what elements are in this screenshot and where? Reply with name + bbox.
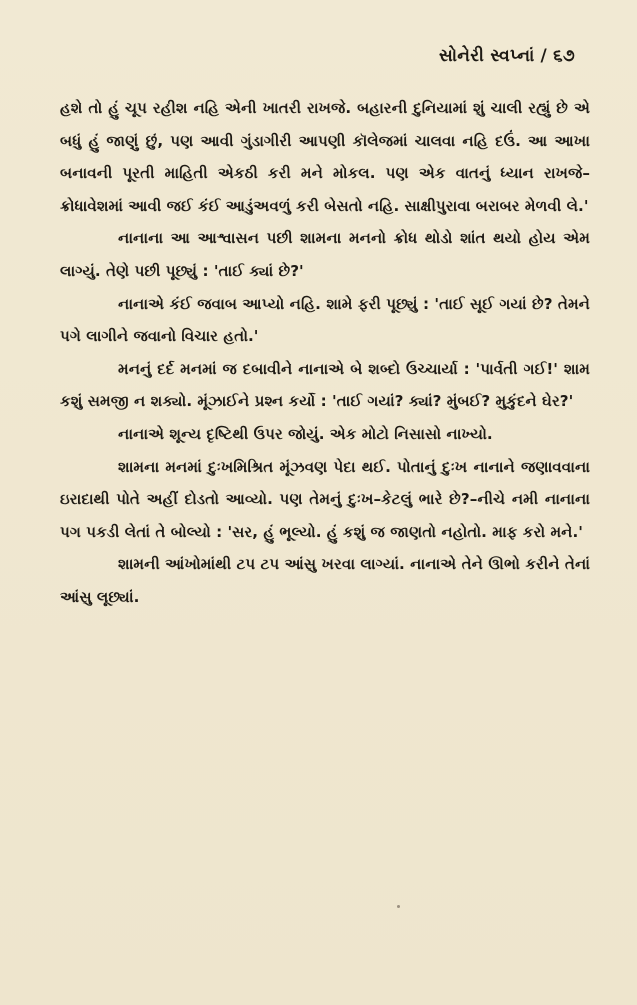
running-header [439,46,575,66]
paper-speck [397,905,400,908]
body-text [60,92,590,614]
paragraph-1: હશે તો હું ચૂપ રહીશ નહિ એની ખાતરી રાખજે. બહારની દુનિયામાં શું ચાલી રહ્યું છે એ બધું હું જાણું છું, પણ આવી ગુંડાગીરી આપણી કૉલેજમાં ચાલવા નહિ દઉં. આ આખા બનાવની પૂરતી માહિતી એકઠી કરી મને મોકલ. પણ એક વાતનું ધ્યાન રાખજે–ક્રોધાવેશમાં આવી જઈ કંઈ આડુંઅવળું કરી બેસતો નહિ. સાક્ષીપુરાવા બરાબર મેળવી લે.' [60,99,590,215]
header-separator: / [540,46,548,66]
paragraph-6: શામના મનમાં દુઃખમિશ્રિત મૂંઝવણ પેદા થઈ. પોતાનું દુઃખ નાનાને જણાવવાના ઇરાદાથી પોતે અહીં દોડતો આવ્યો. પણ તેમનું દુઃખ–કેટલું ભારે છે?–નીચે નમી નાનાના પગ પકડી લેતાં તે બોલ્યો : 'સર, હું ભૂલ્યો. હું કશું જ જાણતો નહોતો. માફ કરો મને.' [60,457,590,541]
paragraph-3: નાનાએ કંઈ જવાબ આપ્યો નહિ. શામે ફરી પૂછ્યું : 'તાઈ સૂઈ ગયાં છે? તેમને પગે લાગીને જવાનો વિચાર હતો.' [60,294,590,346]
page-number: ૬૭ [553,46,575,66]
paragraph-4: મનનું દર્દ મનમાં જ દબાવીને નાનાએ બે શબ્દો ઉચ્ચાર્યા : 'પાર્વતી ગઈ!' શામ કશું સમજી ન શક્યો. મૂંઝાઈને પ્રશ્ન કર્યો : 'તાઈ ગયાં? ક્યાં? મુંબઈ? મુકુંદને ઘેર?' [60,359,590,411]
paragraph-2: નાનાના આ આશ્વાસન પછી શામના મનનો ક્રોધ થોડો શાંત થયો હોય એમ લાગ્યું. તેણે પછી પૂછ્યું : 'તાઈ ક્યાં છે?' [60,229,590,280]
paragraph-7: શામની આંખોમાંથી ટપ ટપ આંસુ ખરવા લાગ્યાં. નાનાએ તેને ઊભો કરીને તેનાં આંસુ લૂછ્યાં. [60,555,590,606]
running-title: સોનેરી સ્વપ્નાં [438,46,535,66]
paragraph-5: નાનાએ શૂન્ય દૃષ્ટિથી ઉપર જોયું. એક મોટો નિસાસો નાખ્યો. [118,424,493,443]
